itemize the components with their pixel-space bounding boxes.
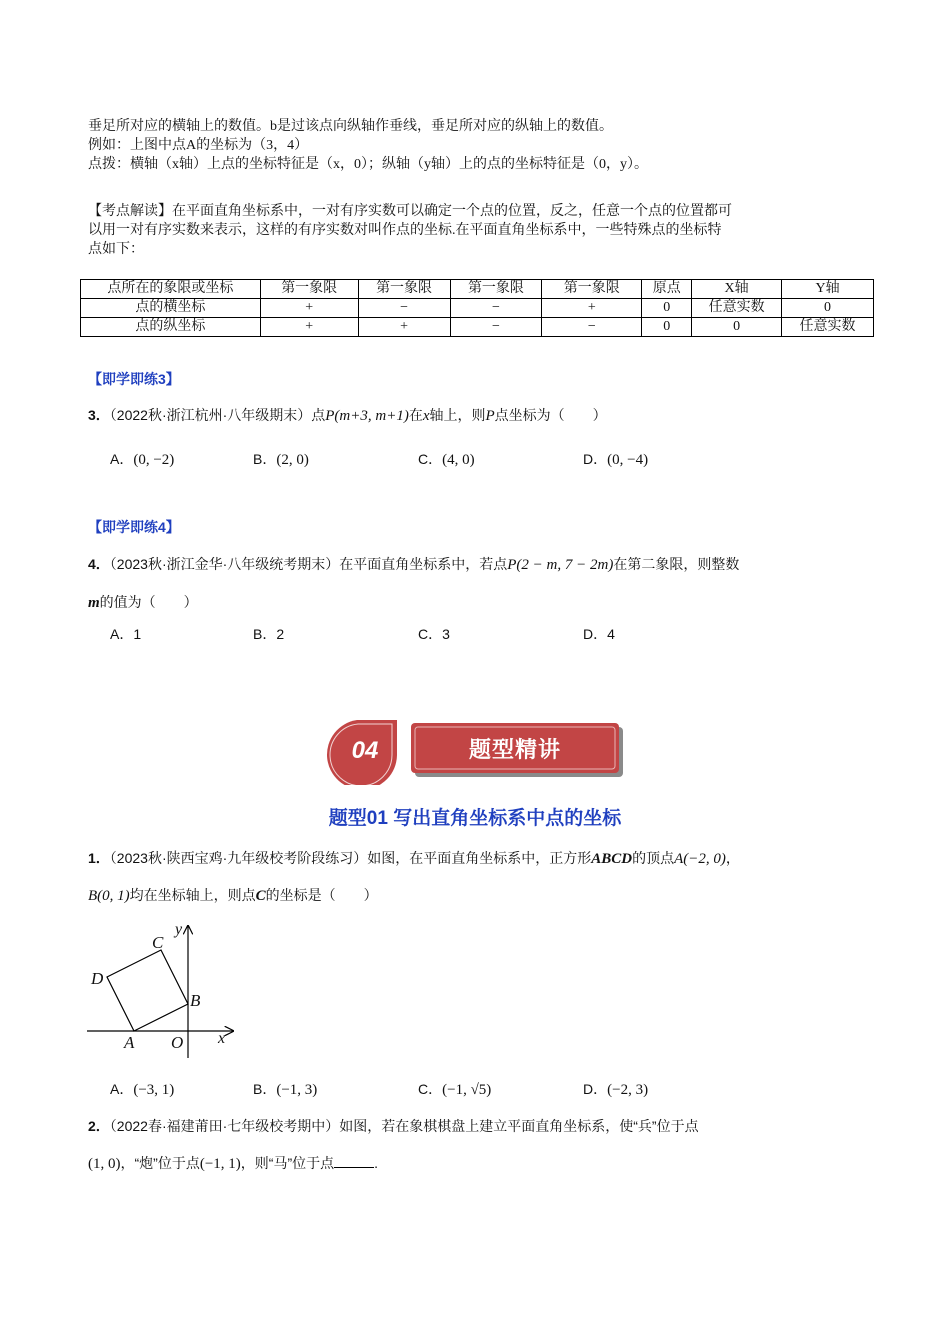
kaodian-line-3: 点如下：	[88, 242, 144, 257]
option-value: (0, −4)	[607, 452, 649, 468]
table-cell: 点的横坐标	[81, 299, 261, 318]
table-cell: +	[260, 318, 358, 337]
practice-3-question	[88, 406, 607, 425]
option-label: A．	[110, 626, 134, 642]
section-number: 04	[351, 737, 379, 764]
option-value: 1	[133, 626, 142, 642]
option-d[interactable]	[583, 625, 615, 643]
table-cell: 第一象限	[260, 280, 358, 299]
label-x: x	[218, 1030, 226, 1047]
option-label: B．	[253, 1081, 277, 1097]
option-value: 4	[607, 626, 615, 642]
question-number: 1．	[88, 850, 110, 866]
option-a[interactable]	[110, 1080, 174, 1099]
option-label: A．	[110, 451, 134, 467]
option-b[interactable]	[253, 625, 284, 643]
option-c[interactable]	[418, 450, 475, 469]
option-label: C．	[418, 626, 443, 642]
question-text: 的顶点	[632, 850, 675, 866]
question-text: 如图，若在象棋棋盘上建立平面直角坐标系，使“兵”位于点	[339, 1118, 699, 1134]
q2-question	[88, 1117, 699, 1135]
option-value: (4, 0)	[442, 452, 475, 468]
option-value: (0, −2)	[133, 452, 175, 468]
question-text: 在第二象限，则整数	[613, 556, 740, 572]
variable-c: C	[255, 888, 266, 904]
option-value: (−2, 3)	[607, 1082, 649, 1098]
table-cell: 第一象限	[358, 280, 450, 299]
question-text: 在	[408, 407, 423, 423]
variable-x: x	[422, 408, 430, 424]
option-d[interactable]	[583, 1080, 648, 1099]
point-bing-coordinate: (1, 0)	[88, 1156, 121, 1172]
kaodian-line-2: 以用一对有序实数来表示，这样的有序实数对叫作点的坐标.在平面直角坐标系中，一些特殊点的坐标特	[88, 223, 722, 238]
square-abcd	[107, 950, 188, 1031]
question-text: ，	[725, 850, 740, 866]
table-cell: −	[542, 318, 642, 337]
label-d: D	[91, 969, 104, 988]
question-source: （2023秋·陕西宝鸡·九年级校考阶段练习）	[109, 850, 368, 866]
intro-line-3: 点拨：横轴（x轴）上点的坐标特征是（x，0）；纵轴（y轴）上的点的坐标特征是（0，y）。	[88, 157, 648, 172]
option-value: 2	[276, 626, 285, 642]
question-text: 点坐标为（ ）	[494, 407, 607, 423]
option-value: (−1, √5)	[442, 1082, 492, 1098]
option-label: D．	[583, 626, 608, 642]
question-text: .	[374, 1155, 378, 1171]
option-b[interactable]	[253, 1080, 317, 1099]
q2-question-cont	[88, 1153, 378, 1173]
table-cell: 第一象限	[542, 280, 642, 299]
coordinate-features-table	[80, 279, 874, 337]
table-cell: −	[358, 299, 450, 318]
section-badge	[325, 715, 625, 785]
table-cell: 0	[642, 299, 692, 318]
option-label: A．	[110, 1081, 134, 1097]
option-a[interactable]	[110, 625, 141, 643]
question-text: 如图，在平面直角坐标系中，正方形	[367, 850, 592, 866]
option-a[interactable]	[110, 450, 174, 469]
table-cell: +	[260, 299, 358, 318]
table-cell: 点所在的象限或坐标	[81, 280, 261, 299]
label-o: O	[171, 1033, 184, 1052]
option-label: D．	[583, 1081, 608, 1097]
practice-3-title: 【即学即练3】	[88, 371, 180, 387]
answer-blank[interactable]	[334, 1153, 374, 1168]
question-number: 2．	[88, 1118, 110, 1134]
question-text: 的值为（ ）	[99, 594, 198, 610]
kaodian-line-1	[88, 203, 732, 221]
option-label: C．	[418, 1081, 443, 1097]
kaodian-tag: 【考点解读】	[88, 204, 172, 219]
kaodian-text-1: 在平面直角坐标系中，一对有序实数可以确定一个点的位置，反之，任意一个点的位置都可	[172, 204, 732, 219]
option-label: C．	[418, 451, 443, 467]
table-cell: 原点	[642, 280, 692, 299]
table-cell: +	[358, 318, 450, 337]
option-c[interactable]	[418, 1080, 491, 1099]
question-number: 3．	[88, 407, 110, 423]
table-row	[81, 318, 874, 337]
q1-question-cont	[88, 886, 378, 905]
table-cell: −	[450, 299, 542, 318]
square-name: ABCD	[591, 851, 633, 867]
intro-line-2: 例如：上图中点A的坐标为（3，4）	[88, 138, 309, 153]
practice-4-question-cont	[88, 593, 198, 612]
question-source: （2022春·福建莆田·七年级校考期中）	[109, 1118, 340, 1134]
point-a-coordinate: A(−2, 0)	[674, 851, 726, 867]
point-pao-coordinate: (−1, 1)	[199, 1156, 241, 1172]
intro-line-1: 垂足所对应的横轴上的数值。b是过该点向纵轴作垂线，垂足所对应的纵轴上的数值。	[88, 119, 613, 134]
label-a: A	[124, 1033, 135, 1052]
table-header-row	[81, 280, 874, 299]
table-cell: 任意实数	[692, 299, 782, 318]
question-number: 4．	[88, 556, 110, 572]
question-source: （2022秋·浙江杭州·八年级期末）	[109, 407, 312, 423]
label-c: C	[152, 933, 164, 952]
variable-p: P	[485, 408, 495, 424]
option-b[interactable]	[253, 450, 309, 469]
table-cell: 点的纵坐标	[81, 318, 261, 337]
option-value: (−3, 1)	[133, 1082, 175, 1098]
type-01-heading: 题型01 写出直角坐标系中点的坐标	[328, 808, 622, 829]
table-cell: 0	[782, 299, 874, 318]
table-row	[81, 299, 874, 318]
option-value: (−1, 3)	[276, 1082, 318, 1098]
q1-question	[88, 849, 740, 868]
section-title: 题型精讲	[468, 737, 561, 762]
option-label: D．	[583, 451, 608, 467]
question-text: 轴上，则	[429, 407, 486, 423]
table-cell: −	[450, 318, 542, 337]
point-b-coordinate: B(0, 1)	[88, 888, 130, 904]
table-cell: 0	[642, 318, 692, 337]
option-value: (2, 0)	[276, 452, 309, 468]
option-d[interactable]	[583, 450, 648, 469]
label-b: B	[190, 991, 201, 1010]
label-y: y	[175, 921, 183, 938]
question-text: 点	[311, 407, 326, 423]
option-c[interactable]	[418, 625, 450, 643]
table-cell: Y轴	[782, 280, 874, 299]
option-value: 3	[442, 626, 450, 642]
question-text: 均在坐标轴上，则点	[129, 887, 256, 903]
question-text: 在平面直角坐标系中，若点	[339, 556, 508, 572]
point-p-expression: P(2 − m, 7 − 2m)	[507, 557, 614, 573]
table-cell: 任意实数	[782, 318, 874, 337]
practice-4-question	[88, 555, 739, 574]
table-cell: 第一象限	[450, 280, 542, 299]
question-text: ，“炮”位于点	[120, 1155, 200, 1171]
point-p-expression: P(m+3, m+1)	[325, 408, 409, 424]
table-cell: +	[542, 299, 642, 318]
question-text: 的坐标是（ ）	[265, 887, 378, 903]
variable-m: m	[88, 595, 100, 611]
option-label: B．	[253, 626, 277, 642]
option-label: B．	[253, 451, 277, 467]
question-source: （2023秋·浙江金华·八年级统考期末）	[109, 556, 340, 572]
practice-4-title: 【即学即练4】	[88, 519, 180, 535]
table-cell: X轴	[692, 280, 782, 299]
table-cell: 0	[692, 318, 782, 337]
question-text: ，则“马”位于点	[240, 1155, 335, 1171]
